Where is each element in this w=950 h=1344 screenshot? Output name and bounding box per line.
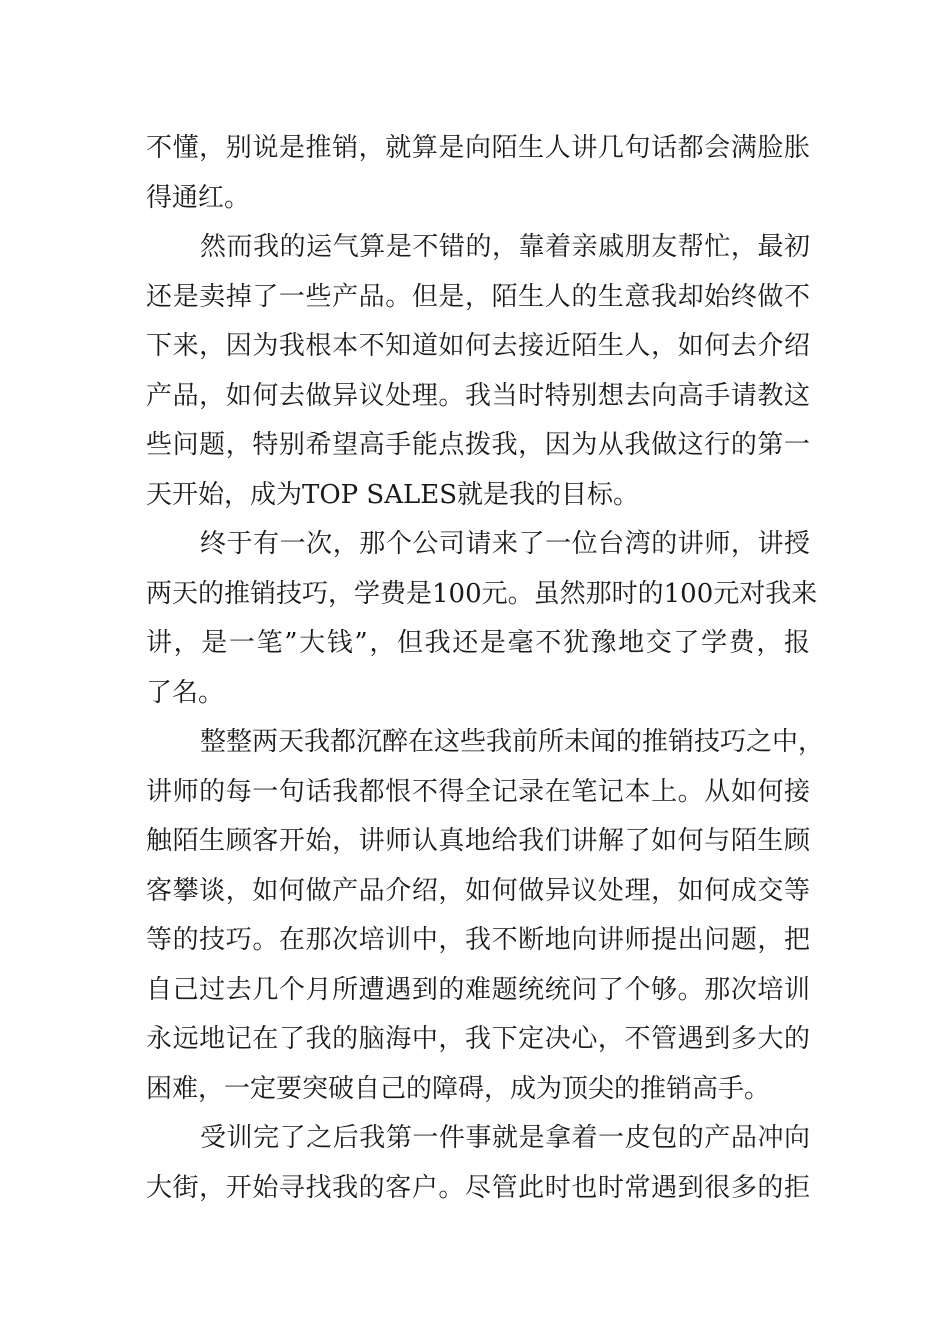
text-line: 终于有一次，那个公司请来了一位台湾的讲师，讲授 [200, 529, 810, 559]
text-line: 产品，如何去做异议处理。我当时特别想去向高手请教这 [146, 380, 810, 411]
text-line: 得通红。 [146, 182, 251, 213]
text-line: 自己过去几个月所遭遇到的难题统统问了个够。那次培训 [146, 974, 810, 1005]
text-line: 天开始，成为TOP SALES就是我的目标。 [146, 479, 640, 510]
text-line: 整整两天我都沉醉在这些我前所未闻的推销技巧之中， [200, 727, 825, 757]
text-line: 困难，一定要突破自己的障碍，成为顶尖的推销高手。 [146, 1073, 771, 1104]
text-line: 讲，是一笔”大钱”，但我还是毫不犹豫地交了学费，报 [146, 628, 810, 658]
text-line: 等的技巧。在那次培训中，我不断地向讲师提出问题，把 [146, 925, 810, 955]
text-line: 两天的推销技巧，学费是100元。虽然那时的100元对我来 [146, 578, 818, 609]
text-line: 下来，因为我根本不知道如何去接近陌生人，如何去介绍 [146, 331, 810, 361]
text-line: 还是卖掉了一些产品。但是，陌生人的生意我却始终做不 [146, 281, 810, 312]
text-line: 客攀谈，如何做产品介绍，如何做异议处理，如何成交等 [146, 875, 810, 906]
body-text [146, 124, 825, 1213]
text-line: 永远地记在了我的脑海中，我下定决心，不管遇到多大的 [146, 1024, 810, 1054]
text-line: 了名。 [146, 677, 225, 708]
text-line: 然而我的运气算是不错的，靠着亲戚朋友帮忙，最初 [200, 232, 810, 262]
text-line: 些问题，特别希望高手能点拨我，因为从我做这行的第一 [146, 430, 810, 460]
text-line: 触陌生顾客开始，讲师认真地给我们讲解了如何与陌生顾 [146, 826, 810, 856]
text-line: 大街，开始寻找我的客户。尽管此时也时常遇到很多的拒 [146, 1172, 810, 1203]
text-line: 受训完了之后我第一件事就是拿着一皮包的产品冲向 [200, 1123, 810, 1153]
text-line: 不懂，别说是推销，就算是向陌生人讲几句话都会满脸胀 [146, 133, 810, 163]
text-line: 讲师的每一句话我都恨不得全记录在笔记本上。从如何接 [146, 776, 810, 807]
